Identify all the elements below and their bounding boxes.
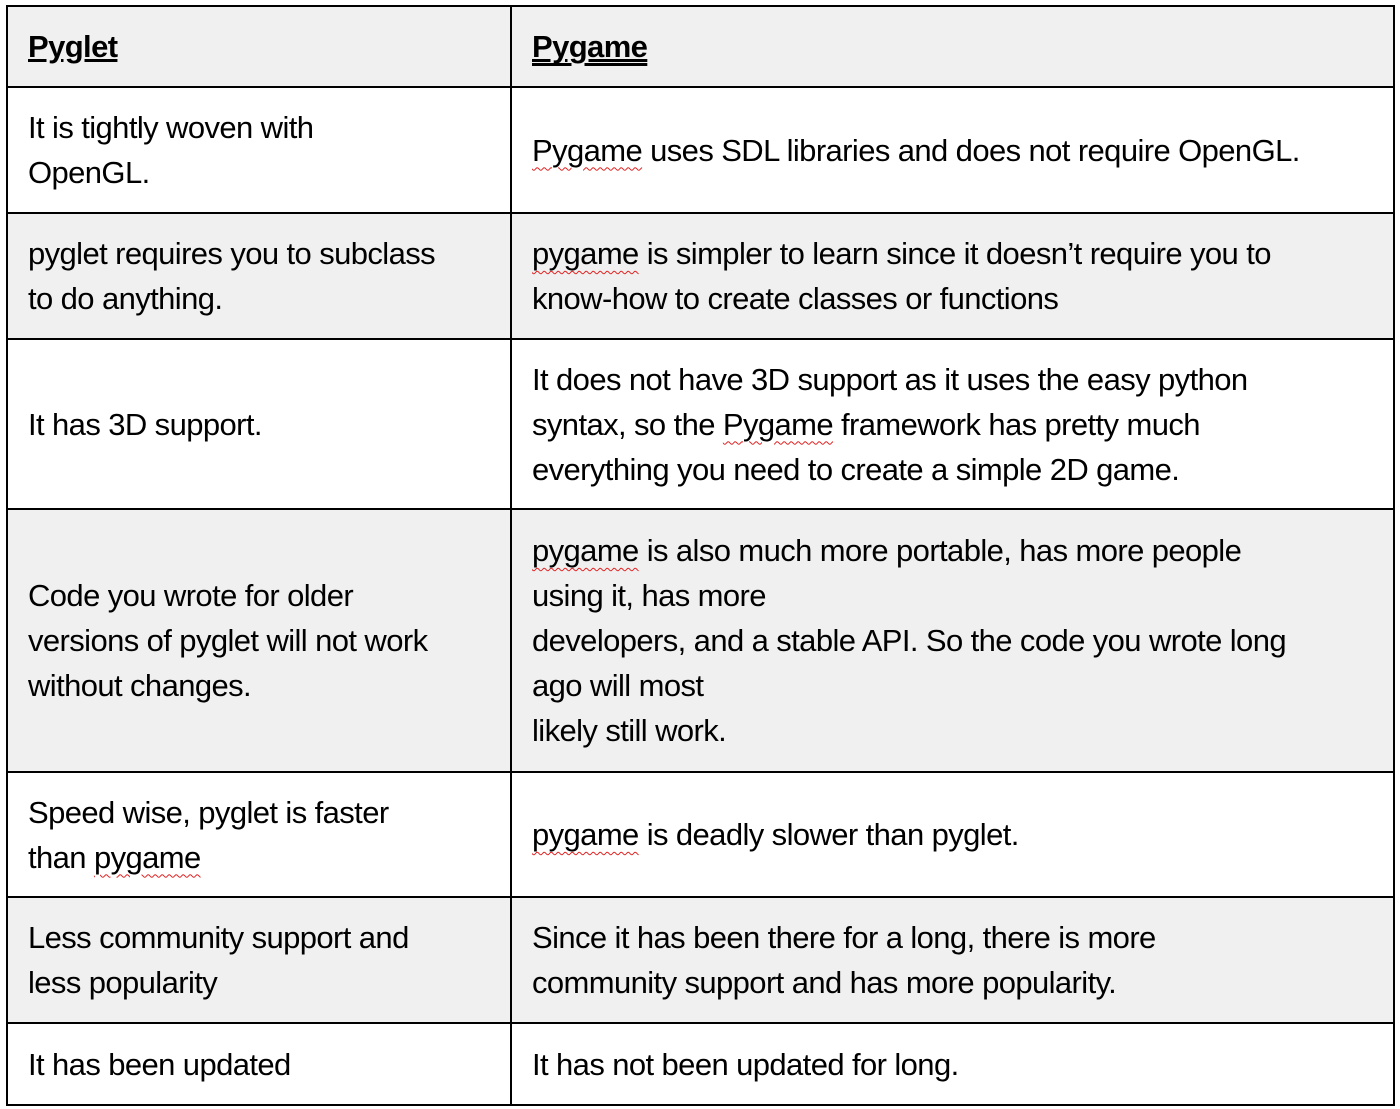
table-row — [7, 87, 1394, 213]
pyglet-cell: Less community support and less popularity — [7, 897, 511, 1023]
header-row — [7, 6, 1394, 87]
pyglet-cell: Speed wise, pyglet is faster than pygame — [7, 772, 511, 897]
pygame-cell: pygame is deadly slower than pyglet. — [511, 772, 1394, 897]
table-row — [7, 897, 1394, 1023]
pyglet-cell: It is tightly woven with OpenGL. — [7, 87, 511, 213]
table-row — [7, 339, 1394, 509]
pygame-cell: pygame is simpler to learn since it doesn’t require you to know-how to create classes or functions — [511, 213, 1394, 339]
header-pyglet: Pyglet — [7, 6, 511, 87]
pyglet-cell: It has 3D support. — [7, 339, 511, 509]
pygame-cell: pygame is also much more portable, has more people using it, has more developers, and a stable API. So the code you wrote long ago will most likely still work. — [511, 509, 1394, 772]
table-row — [7, 1023, 1394, 1105]
pyglet-cell: pyglet requires you to subclass to do anything. — [7, 213, 511, 339]
pygame-cell: It does not have 3D support as it uses the easy python syntax, so the Pygame framework has pretty much everything you need to create a simple 2D game. — [511, 339, 1394, 509]
table-row — [7, 213, 1394, 339]
pygame-cell: It has not been updated for long. — [511, 1023, 1394, 1105]
pyglet-cell: It has been updated — [7, 1023, 511, 1105]
comparison-table — [6, 5, 1395, 1106]
pygame-cell: Pygame uses SDL libraries and does not require OpenGL. — [511, 87, 1394, 213]
table-row — [7, 772, 1394, 897]
table-row — [7, 509, 1394, 772]
pygame-cell: Since it has been there for a long, there is more community support and has more popularity. — [511, 897, 1394, 1023]
pyglet-cell: Code you wrote for older versions of pyglet will not work without changes. — [7, 509, 511, 772]
header-pygame: Pygame — [511, 6, 1394, 87]
